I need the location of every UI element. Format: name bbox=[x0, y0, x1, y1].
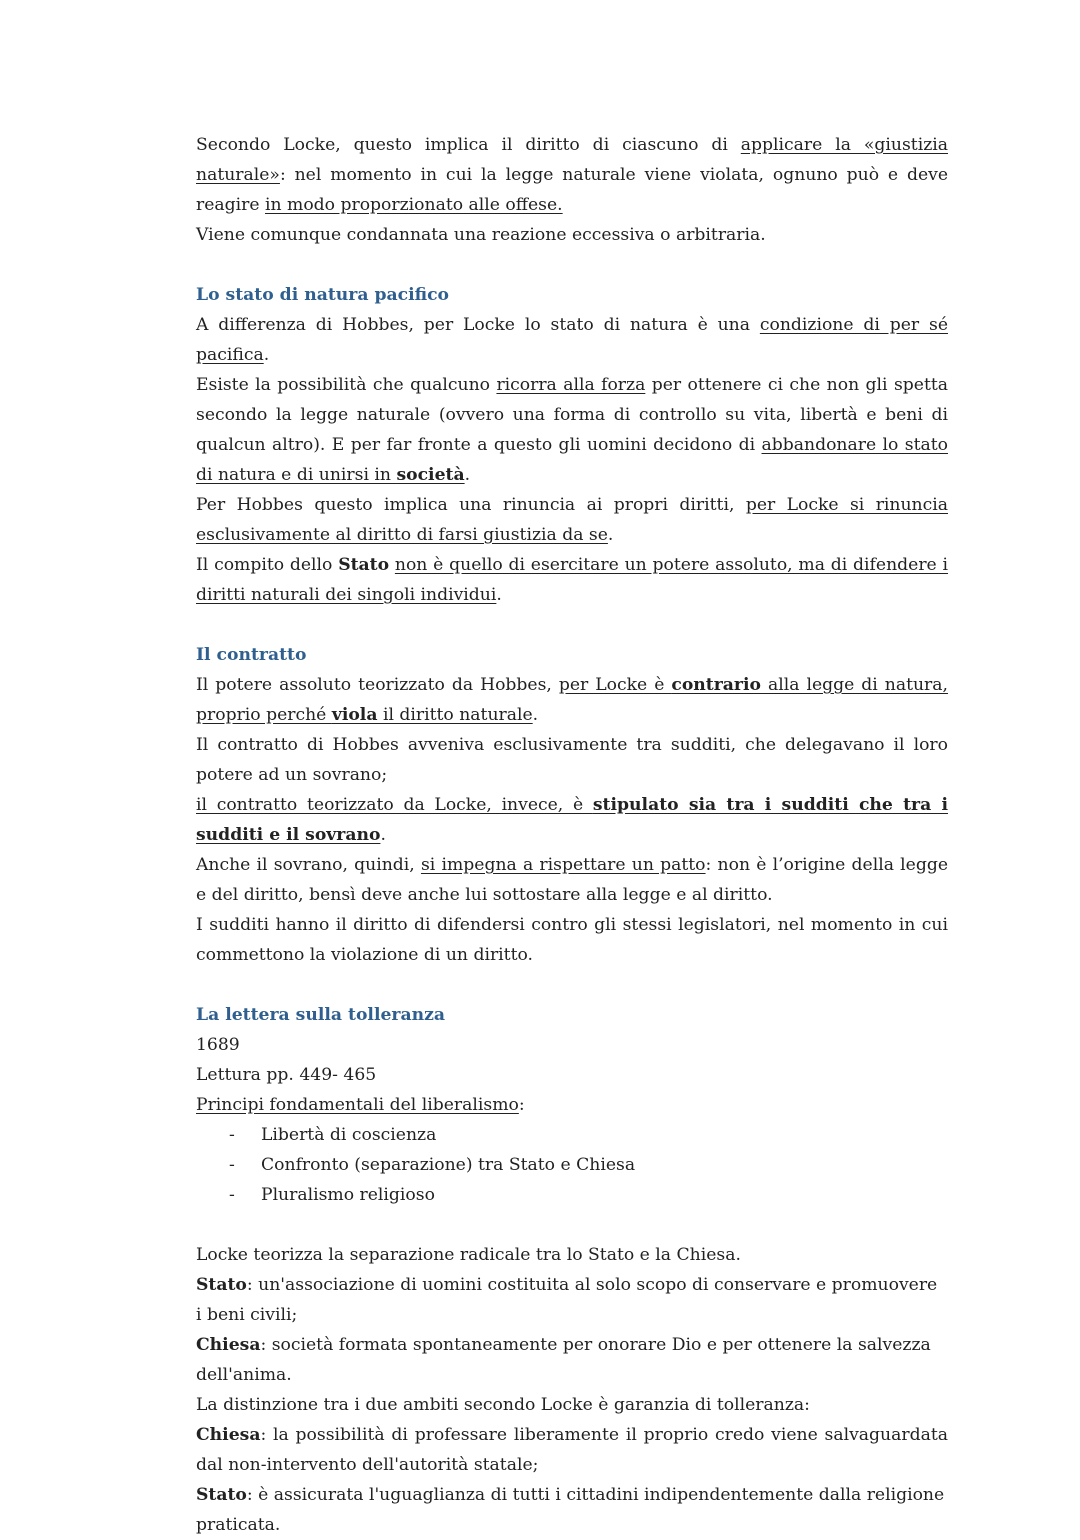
reading-text: Lettura pp. 449- 465 bbox=[196, 1065, 377, 1085]
section2-paragraph-3 bbox=[196, 790, 948, 850]
text-span: A differenza di Hobbes, per Locke lo stato di natura è una bbox=[196, 315, 760, 335]
section3-paragraph-3 bbox=[196, 1330, 948, 1390]
dash-bullet: - bbox=[229, 1155, 235, 1175]
list-item-text: Libertà di coscienza bbox=[261, 1125, 437, 1145]
underlined-span: abbandonare lo stato di natura e di unirsi in bbox=[196, 435, 948, 485]
underlined-span: applicare la «giustizia naturale» bbox=[196, 135, 948, 185]
text-span: : la possibilità di professare liberamente il proprio credo viene salvaguardata dal non-intervento dell'autorità statale; bbox=[196, 1425, 948, 1475]
list-item bbox=[229, 1150, 948, 1180]
section-heading-lettera-tolleranza: La lettera sulla tolleranza bbox=[196, 1005, 445, 1025]
principles-label bbox=[196, 1090, 948, 1120]
text-span: Per Hobbes questo implica una rinuncia ai propri diritti, bbox=[196, 495, 746, 515]
section1-paragraph-2 bbox=[196, 370, 948, 490]
dash-bullet: - bbox=[229, 1185, 235, 1205]
bold-span: Chiesa bbox=[196, 1425, 261, 1445]
underlined-span: si impegna a rispettare un patto bbox=[420, 855, 706, 875]
text-span: Esiste la possibilità che qualcuno bbox=[196, 375, 497, 395]
text-span: : nel momento in cui la legge naturale viene violata, ognuno può e deve reagire bbox=[196, 165, 948, 215]
section2-paragraph-4 bbox=[196, 850, 948, 910]
list-item-text: Confronto (separazione) tra Stato e Chiesa bbox=[261, 1155, 636, 1175]
section-heading-stato-di-natura: Lo stato di natura pacifico bbox=[196, 285, 450, 305]
underlined-span: ricorra alla forza bbox=[496, 375, 646, 395]
text-span: : società formata spontaneamente per onorare Dio e per ottenere la salvezza dell'anima. bbox=[196, 1335, 931, 1385]
text-span: : è assicurata l'uguaglianza di tutti i cittadini indipendentemente dalla religione praticata. bbox=[196, 1485, 945, 1535]
text-span: Il compito dello bbox=[196, 555, 339, 575]
underlined-span: alla legge di natura, proprio perché bbox=[196, 675, 948, 725]
underlined-span: Principi fondamentali del liberalismo bbox=[196, 1095, 519, 1115]
underlined-span: il diritto naturale bbox=[377, 705, 533, 725]
section2-paragraph-5: I sudditi hanno il diritto di difendersi contro gli stessi legislatori, nel momento in cui commettono la violazione di un diritto. bbox=[196, 915, 948, 965]
bold-underlined-span: viola bbox=[331, 705, 378, 725]
bold-underlined-span: stipulato sia tra i sudditi che tra i sudditi e il sovrano bbox=[196, 795, 948, 845]
section1-paragraph-3 bbox=[196, 490, 948, 550]
section3-paragraph-2 bbox=[196, 1270, 948, 1330]
bold-underlined-span: contrario bbox=[671, 675, 761, 695]
text-span: . bbox=[532, 705, 539, 725]
text-span: : un'associazione di uomini costituita al solo scopo di conservare e promuovere i beni civili; bbox=[196, 1275, 938, 1325]
section3-paragraph-6 bbox=[196, 1480, 948, 1540]
bold-span: Chiesa bbox=[196, 1335, 261, 1355]
section1-paragraph-4 bbox=[196, 550, 948, 610]
underlined-span: in modo proporzionato alle offese. bbox=[265, 195, 563, 215]
text-span: . bbox=[380, 825, 386, 845]
underlined-span: non è quello di esercitare un potere assoluto, ma di difendere i diritti naturali dei singoli individui bbox=[196, 555, 948, 605]
text-span: Il potere assoluto teorizzato da Hobbes, bbox=[196, 675, 559, 695]
text-span: : bbox=[518, 1095, 525, 1115]
section2-paragraph-1 bbox=[196, 670, 948, 730]
underlined-span: condizione di per sé pacifica bbox=[196, 315, 948, 365]
list-item bbox=[229, 1120, 948, 1150]
bold-span: Stato bbox=[196, 1485, 247, 1505]
text-span: . bbox=[496, 585, 502, 605]
text-span: per ottenere ci che non gli spetta secondo la legge naturale (ovvero una forma di controllo su vita, libertà e beni di qualcun altro). E per far fronte a questo gli uomini decidono di bbox=[196, 375, 948, 455]
section3-paragraph-1: Locke teorizza la separazione radicale tra lo Stato e la Chiesa. bbox=[196, 1245, 741, 1265]
dash-bullet: - bbox=[229, 1125, 235, 1145]
principles-list bbox=[196, 1120, 948, 1210]
text-span: . bbox=[607, 525, 614, 545]
document-page bbox=[196, 130, 948, 1540]
intro-paragraph-1 bbox=[196, 130, 948, 220]
intro-paragraph-2: Viene comunque condannata una reazione eccessiva o arbitraria. bbox=[196, 225, 766, 245]
list-item bbox=[229, 1180, 948, 1210]
list-item-text: Pluralismo religioso bbox=[261, 1185, 435, 1205]
section2-paragraph-2: Il contratto di Hobbes avveniva esclusivamente tra sudditi, che delegavano il loro potere ad un sovrano; bbox=[196, 735, 948, 785]
text-span: : non è l’origine della legge e del diritto, bensì deve anche lui sottostare alla legge e al diritto. bbox=[196, 855, 948, 905]
text-span: . bbox=[263, 345, 270, 365]
underlined-span: il contratto teorizzato da Locke, invece, è bbox=[196, 795, 593, 815]
section3-paragraph-5 bbox=[196, 1420, 948, 1480]
text-span: . bbox=[464, 465, 471, 485]
section-heading-contratto: Il contratto bbox=[196, 645, 307, 665]
underlined-span: per Locke è bbox=[558, 675, 672, 695]
underlined-span: per Locke si rinuncia esclusivamente al diritto di farsi giustizia da se bbox=[196, 495, 948, 545]
text-span: Anche il sovrano, quindi, bbox=[196, 855, 421, 875]
bold-span: Stato bbox=[196, 1275, 247, 1295]
year-text: 1689 bbox=[196, 1035, 240, 1055]
text-span: Secondo Locke, questo implica il diritto di ciascuno di bbox=[196, 135, 741, 155]
section3-paragraph-4: La distinzione tra i due ambiti secondo Locke è garanzia di tolleranza: bbox=[196, 1395, 810, 1415]
section1-paragraph-1 bbox=[196, 310, 948, 370]
bold-underlined-span: società bbox=[396, 465, 465, 485]
bold-span: Stato bbox=[338, 555, 390, 575]
